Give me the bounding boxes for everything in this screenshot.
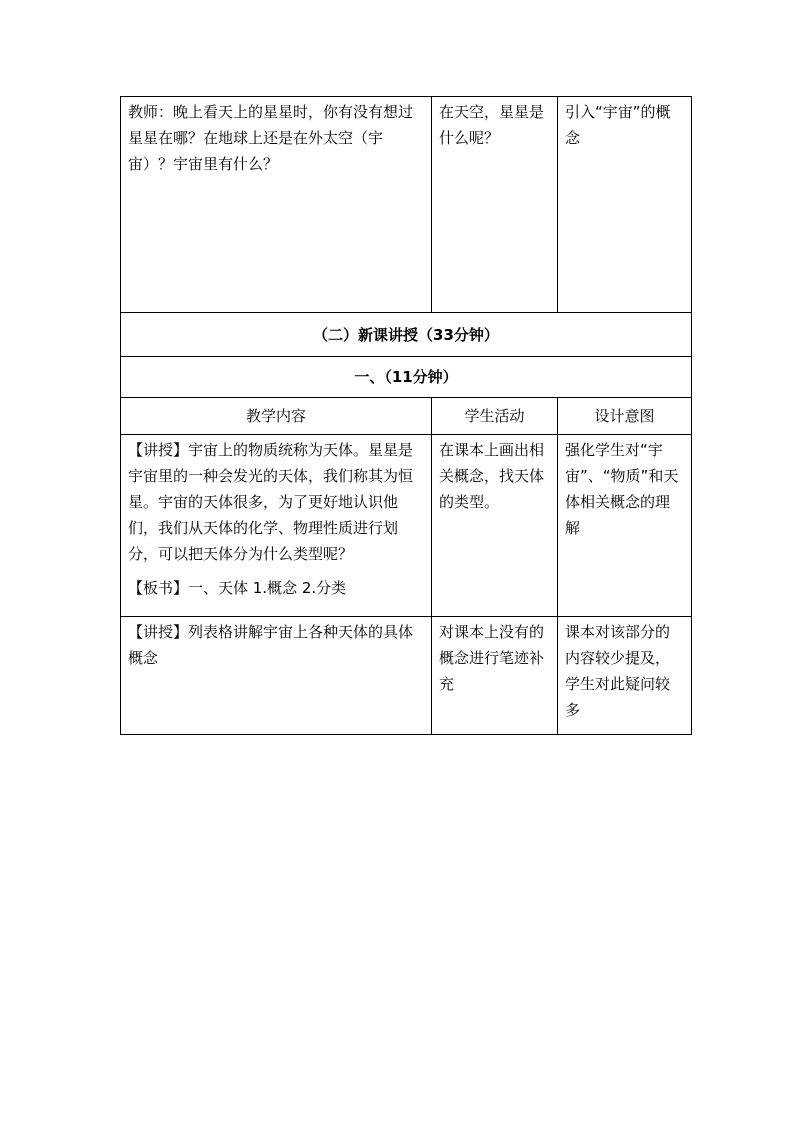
lecture2-content-cell: 【讲授】列表格讲解宇宙上各种天体的具体概念	[121, 617, 432, 735]
lecture1-content-cell	[121, 435, 432, 617]
lecture2-activity-cell: 对课本上没有的概念进行笔迹补充	[432, 617, 558, 735]
subsection-title: 一、（11分钟）	[121, 357, 692, 398]
lecture1-content-paragraph: 【讲授】宇宙上的物质统称为天体。星星是宇宙里的一种会发光的天体，我们称其为恒星。宇宙的天体很多，为了更好地认识他们，我们从天体的化学、物理性质进行划分，可以把天体分为什么类型呢？	[128, 441, 414, 563]
lecture1-intent-cell: 强化学生对“宇宙”、“物质”和天体相关概念的理解	[558, 435, 692, 617]
intro-intent-cell: 引入“宇宙”的概念	[558, 97, 692, 313]
table-row-subsection-title	[121, 357, 692, 398]
header-content: 教学内容	[121, 398, 432, 435]
header-intent: 设计意图	[558, 398, 692, 435]
lesson-plan-table	[120, 96, 692, 735]
intro-content-cell: 教师：晚上看天上的星星时，你有没有想过星星在哪？在地球上还是在外太空（宇宙）？宇宙里有什么？	[121, 97, 432, 313]
intro-activity-cell: 在天空，星星是什么呢？	[432, 97, 558, 313]
table-row-section-title	[121, 313, 692, 357]
table-header-row	[121, 398, 692, 435]
section-title: （二）新课讲授（33分钟）	[121, 313, 692, 357]
header-activity: 学生活动	[432, 398, 558, 435]
lecture1-activity-cell: 在课本上画出相关概念，找天体的类型。	[432, 435, 558, 617]
table-row-lecture-1	[121, 435, 692, 617]
lecture1-board-note: 【板书】一、天体 1.概念 2.分类	[128, 579, 347, 597]
table-row-lecture-2	[121, 617, 692, 735]
table-row-intro	[121, 97, 692, 313]
lecture2-intent-cell: 课本对该部分的内容较少提及，学生对此疑问较多	[558, 617, 692, 735]
